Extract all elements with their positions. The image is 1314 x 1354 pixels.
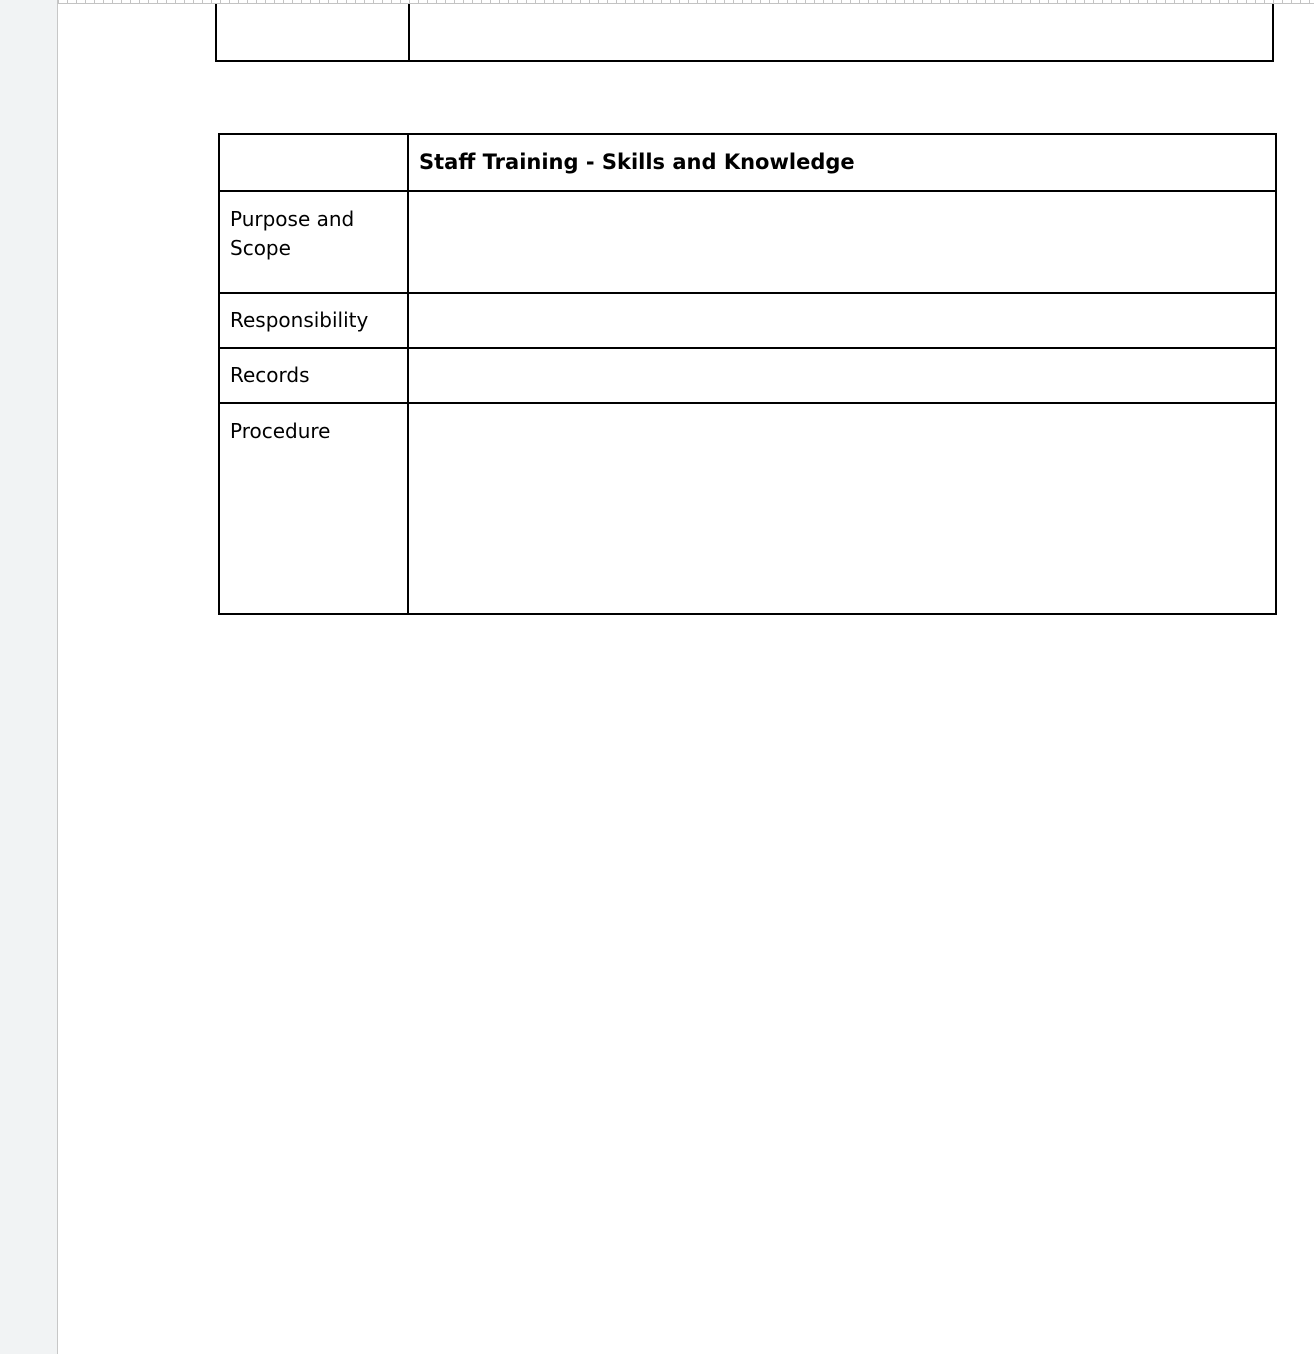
previous-table-fragment[interactable] [215, 4, 1274, 62]
row-label-purpose-and-scope: Purpose and Scope [230, 207, 355, 260]
table-row-title [219, 134, 1276, 191]
document-page[interactable] [58, 4, 1314, 1354]
row-value-cell[interactable] [408, 293, 1276, 348]
table-row [219, 293, 1276, 348]
row-label-cell[interactable] [219, 293, 408, 348]
left-gutter [0, 0, 58, 1354]
row-label-cell[interactable] [219, 403, 408, 614]
row-value-cell[interactable] [408, 191, 1276, 293]
row-value-cell[interactable] [408, 348, 1276, 403]
table-column-divider [408, 4, 410, 60]
row-label-cell[interactable] [219, 348, 408, 403]
table-title-cell[interactable] [408, 134, 1276, 191]
table-title: Staff Training - Skills and Knowledge [419, 150, 855, 174]
table-cell-empty-corner[interactable] [219, 134, 408, 191]
table-row [219, 348, 1276, 403]
table-row [219, 403, 1276, 614]
row-label-records: Records [230, 363, 310, 387]
row-value-cell[interactable] [408, 403, 1276, 614]
table-row [219, 191, 1276, 293]
row-label-cell[interactable] [219, 191, 408, 293]
row-label-responsibility: Responsibility [230, 308, 369, 332]
sop-table[interactable] [218, 133, 1277, 615]
row-label-procedure: Procedure [230, 419, 331, 443]
